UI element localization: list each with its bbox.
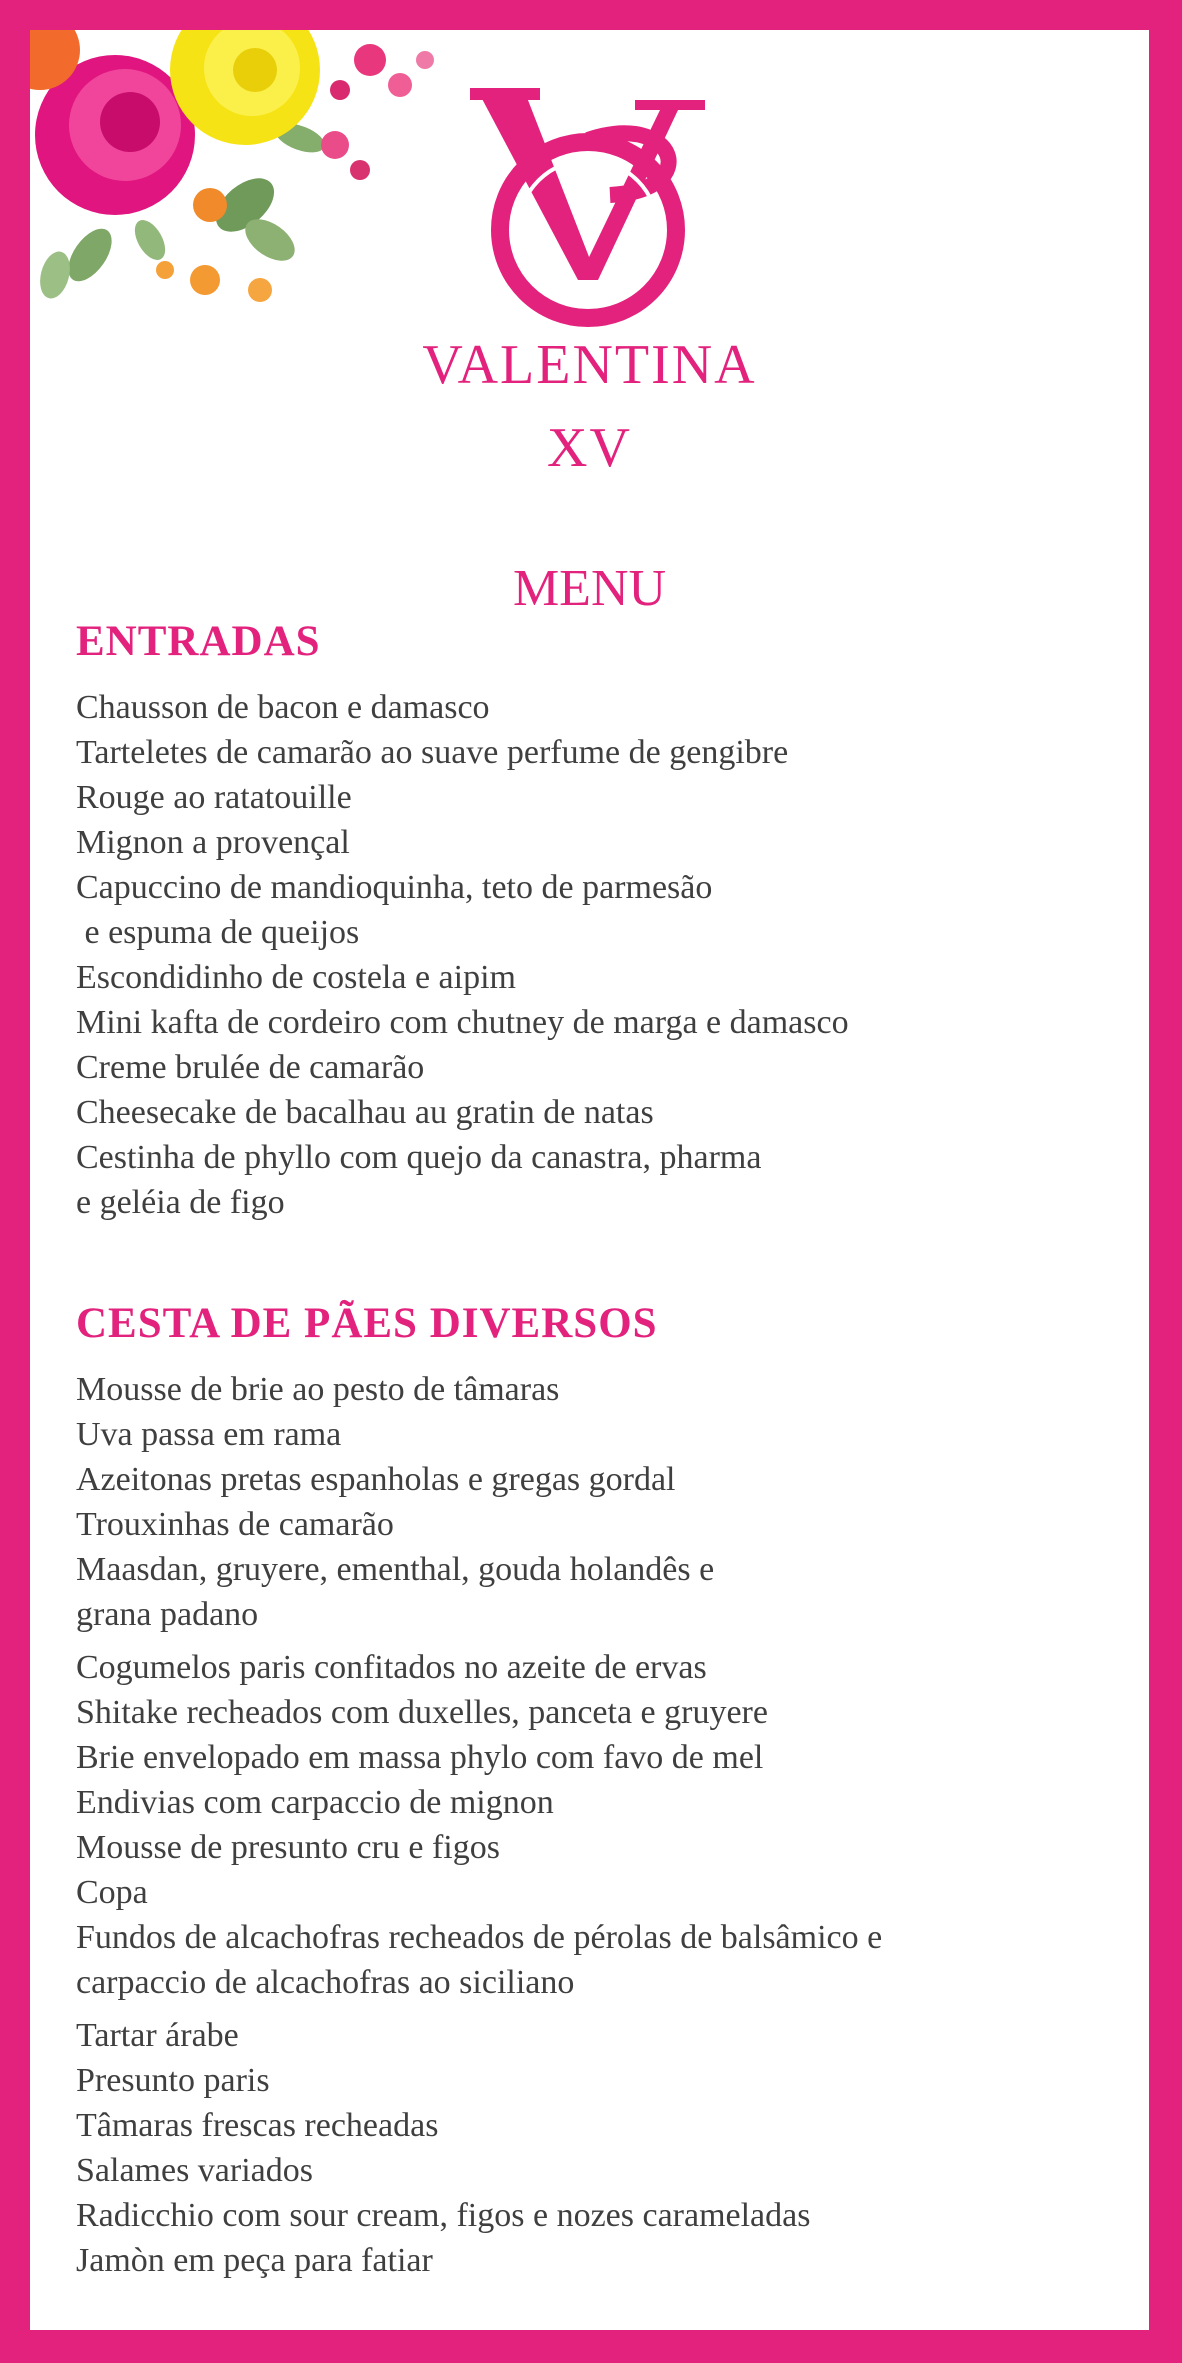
menu-item: Capuccino de mandioquinha, teto de parmesão [76,869,713,906]
menu-item: Presunto paris [76,2062,270,2099]
menu-item: Tarteletes de camarão ao suave perfume de gengibre [76,734,789,771]
menu-item: Cestinha de phyllo com quejo da canastra, pharma [76,1139,762,1176]
section-title-entradas: ENTRADAS [76,618,321,665]
menu-item: Cogumelos paris confitados no azeite de ervas [76,1649,707,1686]
menu-item: Chausson de bacon e damasco [76,689,490,726]
menu-item: Mousse de presunto cru e figos [76,1829,500,1866]
spacer [76,2005,882,2013]
menu-item: carpaccio de alcachofras ao siciliano [76,1964,575,2001]
menu-item: Escondidinho de costela e aipim [76,959,516,996]
menu-item: Maasdan, gruyere, ementhal, gouda holandês e [76,1551,715,1588]
menu-item: Copa [76,1874,148,1911]
menu-item: Azeitonas pretas espanholas e gregas gordal [76,1461,676,1498]
spacer [76,1637,882,1645]
menu-item: Brie envelopado em massa phylo com favo de mel [76,1739,764,1776]
menu-item: Mousse de brie ao pesto de tâmaras [76,1371,560,1408]
menu-item: Salames variados [76,2152,313,2189]
menu-item: Creme brulée de camarão [76,1049,425,1086]
menu-card [30,30,1149,2330]
menu-item: e geléia de figo [76,1184,285,1221]
entradas-list [76,685,849,1225]
section-title-cesta: CESTA DE PÃES DIVERSOS [76,1300,658,1347]
floral-decoration [30,30,450,330]
menu-item: Uva passa em rama [76,1416,342,1453]
menu-item: Fundos de alcachofras recheados de pérolas de balsâmico e [76,1919,883,1956]
celebration-number: XV [547,417,632,479]
menu-item: Mignon a provençal [76,824,350,861]
menu-item: Tartar árabe [76,2017,239,2054]
menu-item: Cheesecake de bacalhau au gratin de natas [76,1094,654,1131]
menu-item: Tâmaras frescas recheadas [76,2107,439,2144]
menu-item: Radicchio com sour cream, figos e nozes carameladas [76,2197,811,2234]
menu-item: e espuma de queijos [76,914,360,951]
menu-item: Shitake recheados com duxelles, panceta e gruyere [76,1694,768,1731]
vb-monogram-logo [460,80,720,350]
menu-item: Trouxinhas de camarão [76,1506,394,1543]
menu-item: Mini kafta de cordeiro com chutney de marga e damasco [76,1004,849,1041]
menu-title: MENU [512,560,667,617]
menu-item: Jamòn em peça para fatiar [76,2242,433,2279]
menu-item: Endivias com carpaccio de mignon [76,1784,554,1821]
menu-item: Rouge ao ratatouille [76,779,352,816]
menu-item: grana padano [76,1596,259,1633]
celebrant-name: VALENTINA [422,334,757,396]
cesta-list [76,1367,882,2283]
